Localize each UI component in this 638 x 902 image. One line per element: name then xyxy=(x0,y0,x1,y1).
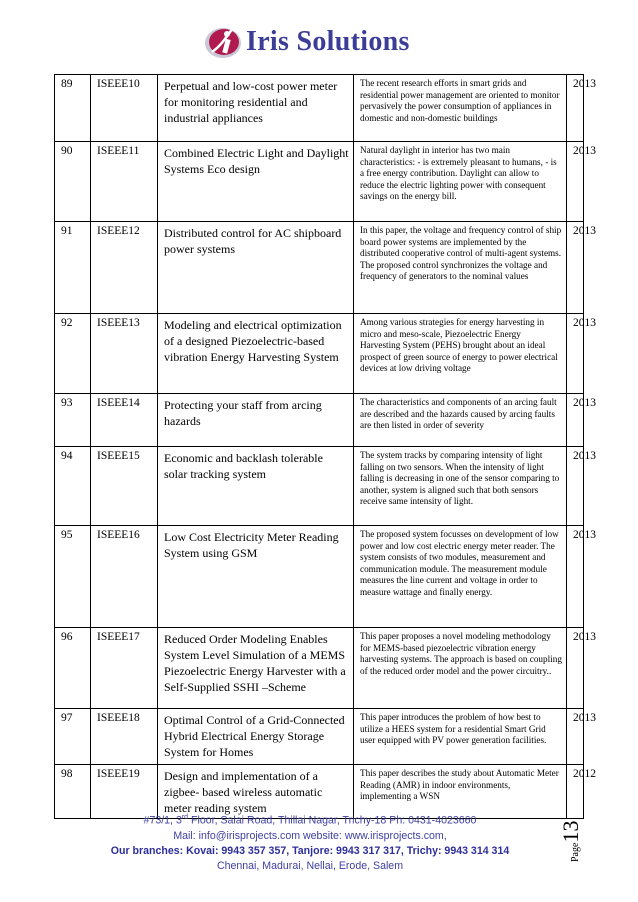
row-number: 95 xyxy=(55,526,91,628)
project-code: ISEEE14 xyxy=(91,394,158,447)
project-abstract: The proposed system focusses on development of low power and low cost electric energy meter reader. The system consists of two modules, measurement and communication module. The measurement module measures the line current and voltage in order to measure wattage and finally energy. xyxy=(354,526,567,628)
row-number: 94 xyxy=(55,447,91,526)
page-number xyxy=(558,806,582,862)
project-year: 2013 xyxy=(567,222,584,314)
table-row xyxy=(55,314,584,394)
project-title: Reduced Order Modeling Enables System Level Simulation of a MEMS Piezoelectric Energy Harvester with a Self-Supplied SSHI –Scheme xyxy=(158,628,354,709)
project-abstract: The recent research efforts in smart grids and residential power management are oriented to monitor pervasively the power consumption of appliances in domestic and non-domestic buildings xyxy=(354,75,567,142)
project-code: ISEEE13 xyxy=(91,314,158,394)
project-abstract: This paper describes the study about Automatic Meter Reading (AMR) in indoor environments, implementing a WSN xyxy=(354,765,567,819)
project-code: ISEEE15 xyxy=(91,447,158,526)
page-footer xyxy=(60,810,560,874)
project-title: Perpetual and low-cost power meter for monitoring residential and industrial appliances xyxy=(158,75,354,142)
project-year: 2013 xyxy=(567,526,584,628)
row-number: 92 xyxy=(55,314,91,394)
project-code: ISEEE10 xyxy=(91,75,158,142)
project-code: ISEEE18 xyxy=(91,709,158,765)
project-year: 2013 xyxy=(567,142,584,222)
table-row xyxy=(55,75,584,142)
project-year: 2013 xyxy=(567,709,584,765)
project-year: 2013 xyxy=(567,447,584,526)
table-row xyxy=(55,142,584,222)
project-title: Protecting your staff from arcing hazards xyxy=(158,394,354,447)
table-row xyxy=(55,222,584,314)
table-row xyxy=(55,628,584,709)
project-abstract: This paper proposes a novel modeling methodology for MEMS-based piezoelectric vibration energy harvesting systems. The approach is based on coupling of the reduced order model and the power circuitry.. xyxy=(354,628,567,709)
project-code: ISEEE11 xyxy=(91,142,158,222)
project-year: 2013 xyxy=(567,394,584,447)
project-abstract: The system tracks by comparing intensity of light falling on two sensors. When the intensity of light falling is decreasing in one of the sensor comparing to another, system is aligned such that both sensors receive same intensity of light. xyxy=(354,447,567,526)
project-title: Distributed control for AC shipboard power systems xyxy=(158,222,354,314)
project-abstract: The characteristics and components of an arcing fault are described and the hazards caused by arcing faults are then listed in order of severity xyxy=(354,394,567,447)
page-number-value: 13 xyxy=(558,820,583,843)
project-year: 2013 xyxy=(567,314,584,394)
project-title: Design and implementation of a zigbee- based wireless automatic meter reading system xyxy=(158,765,354,819)
row-number: 97 xyxy=(55,709,91,765)
row-number: 93 xyxy=(55,394,91,447)
project-title: Modeling and electrical optimization of a designed Piezoelectric-based vibration Energy Harvesting System xyxy=(158,314,354,394)
project-year: 2012 xyxy=(567,765,584,819)
project-title: Economic and backlash tolerable solar tracking system xyxy=(158,447,354,526)
project-year: 2013 xyxy=(567,628,584,709)
project-year: 2013 xyxy=(567,75,584,142)
project-code: ISEEE17 xyxy=(91,628,158,709)
page-header xyxy=(0,22,638,74)
projects-table xyxy=(54,74,596,819)
project-abstract: This paper introduces the problem of how best to utilize a HEES system for a residential Smart Grid user equipped with PV power generation facilities. xyxy=(354,709,567,765)
row-number: 91 xyxy=(55,222,91,314)
footer-contact: Mail: info@irisprojects.com website: www.irisprojects.com, xyxy=(173,829,447,842)
footer-address: #73/1, 3rd Floor, Salai Road, Thillai Nagar, Trichy-18 Ph: 0431-4023660 xyxy=(143,814,477,827)
brand-title: Iris Solutions xyxy=(246,26,410,57)
row-number: 90 xyxy=(55,142,91,222)
table-row xyxy=(55,526,584,628)
row-number: 98 xyxy=(55,765,91,819)
table-row xyxy=(55,394,584,447)
project-code: ISEEE19 xyxy=(91,765,158,819)
page-label: Page xyxy=(570,842,581,862)
project-code: ISEEE12 xyxy=(91,222,158,314)
project-title: Combined Electric Light and Daylight Systems Eco design xyxy=(158,142,354,222)
footer-branches: Our branches: Kovai: 9943 357 357, Tanjore: 9943 317 317, Trichy: 9943 314 314 xyxy=(110,844,510,857)
footer-cities: Chennai, Madurai, Nellai, Erode, Salem xyxy=(216,859,404,872)
row-number: 96 xyxy=(55,628,91,709)
project-code: ISEEE16 xyxy=(91,526,158,628)
project-abstract: Natural daylight in interior has two main characteristics: - is extremely pleasant to humans, - is a free energy contribution. Daylight can allow to reduce the electric lighting power with consequent savings on the energy bill. xyxy=(354,142,567,222)
project-abstract: Among various strategies for energy harvesting in micro and meso-scale, Piezoelectric Energy Harvesting System (PEHS) brought about an ideal prospect of green source of energy to power electrical devices at low driving voltage xyxy=(354,314,567,394)
project-title: Optimal Control of a Grid-Connected Hybrid Electrical Energy Storage System for Homes xyxy=(158,709,354,765)
iris-logo-icon xyxy=(203,22,243,62)
row-number: 89 xyxy=(55,75,91,142)
table-row xyxy=(55,709,584,765)
project-title: Low Cost Electricity Meter Reading System using GSM xyxy=(158,526,354,628)
table-row xyxy=(55,447,584,526)
project-abstract: In this paper, the voltage and frequency control of ship board power systems are implemented by the distributed cooperative control of multi-agent systems. The proposed control synchronizes the voltage and frequency of generators to the nominal values xyxy=(354,222,567,314)
